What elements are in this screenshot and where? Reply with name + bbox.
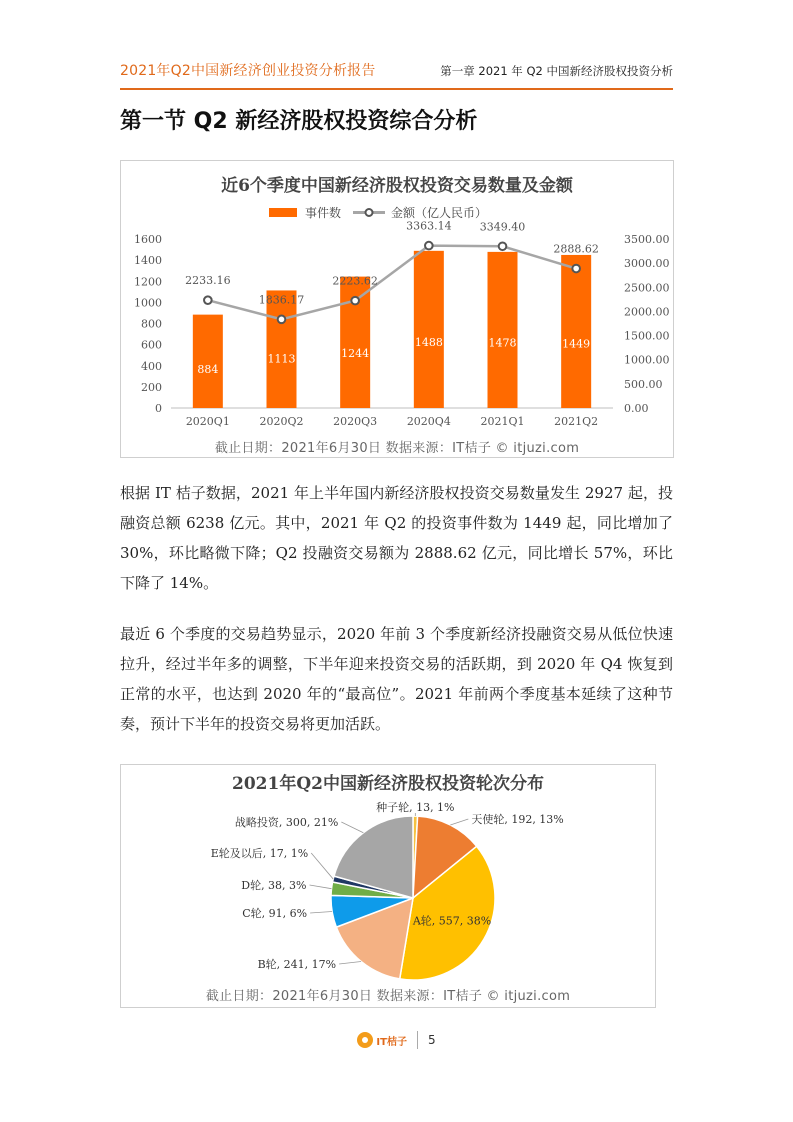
pie-leader-line (310, 885, 332, 889)
legend-line-label: 金额（亿人民币） (391, 206, 488, 220)
orange-logo-icon (357, 1032, 373, 1048)
chart2-caption: 截止日期：2021年6月30日 数据来源：IT桔子 © itjuzi.com (205, 989, 571, 1004)
paragraph-1: 根据 IT 桔子数据，2021 年上半年国内新经济股权投资交易数量发生 2927 起，投融资总额 6238 亿元。其中，2021 年 Q2 的投资事件数为 1449 起，同比增加了 30%，环比略微下降；Q2 投融资交易额为 2888.62 亿元，同比增长 57%，环比下降了 14%。 (120, 484, 673, 592)
x-axis-tick: 2020Q3 (333, 415, 378, 428)
line-value-label: 2233.16 (185, 274, 231, 288)
bar-value-label: 1244 (341, 346, 370, 360)
right-axis-tick: 2000.00 (624, 305, 670, 319)
right-axis-tick: 3500.00 (624, 233, 670, 246)
left-axis-tick: 1600 (134, 233, 162, 246)
line-value-label: 3363.14 (406, 219, 452, 233)
legend-bar-label: 事件数 (305, 206, 342, 220)
right-axis-tick: 500.00 (624, 377, 663, 391)
bar (488, 252, 518, 408)
x-axis-tick: 2020Q1 (185, 415, 230, 428)
chapter-title-header: 第一章 2021 年 Q2 中国新经济股权投资分析 (440, 64, 673, 78)
bar-value-label: 1488 (414, 335, 443, 349)
pie-label: 种子轮, 13, 1% (376, 801, 455, 814)
x-axis-tick: 2020Q4 (406, 415, 451, 428)
x-axis-tick: 2021Q1 (480, 415, 525, 428)
footer-divider (417, 1031, 418, 1049)
right-axis-tick: 1000.00 (624, 353, 670, 367)
bar (267, 290, 297, 408)
logo-text: IT桔子 (376, 1036, 407, 1048)
bar (193, 315, 223, 408)
line-value-label: 2223.62 (332, 274, 378, 288)
left-axis-tick: 800 (141, 317, 162, 331)
chart1-title: 近6个季度中国新经济股权投资交易数量及金额 (221, 176, 573, 196)
itjuzi-logo (357, 1032, 407, 1048)
pie-label: 天使轮, 192, 13% (471, 813, 564, 826)
line-value-label: 2888.62 (553, 242, 599, 256)
x-axis-tick: 2021Q2 (554, 415, 599, 428)
bar-value-label: 1113 (267, 352, 296, 366)
left-axis-tick: 1000 (134, 296, 162, 310)
bar-value-label: 1449 (562, 337, 591, 351)
line-value-label: 1836.17 (258, 293, 305, 307)
combo-chart-svg (121, 161, 673, 457)
header-divider (120, 88, 673, 90)
pie-label: 战略投资, 300, 21% (234, 816, 339, 829)
section-title: 第一节 Q2 新经济股权投资综合分析 (120, 109, 478, 134)
pie-label: D轮, 38, 3% (241, 879, 307, 892)
line-point (425, 242, 433, 250)
left-axis-tick: 0 (155, 402, 162, 415)
page-number: 5 (427, 1033, 436, 1047)
left-axis-tick: 200 (141, 380, 162, 394)
bar (561, 255, 591, 408)
report-title-header: 2021年Q2中国新经济创业投资分析报告 (120, 63, 376, 79)
pie-leader-line (341, 822, 363, 833)
left-axis-tick: 600 (141, 338, 162, 352)
pie-leader-line (311, 853, 333, 879)
page-footer (0, 1028, 793, 1052)
bar (414, 251, 444, 408)
right-axis-tick: 1500.00 (624, 329, 670, 343)
pie-chart-panel (120, 764, 656, 1008)
right-axis-tick: 3000.00 (624, 257, 670, 271)
left-axis-tick: 400 (141, 359, 162, 373)
line-point (351, 297, 359, 305)
left-axis-tick: 1200 (134, 275, 162, 289)
legend-bar-swatch (269, 208, 297, 217)
x-axis-tick: 2020Q2 (259, 415, 304, 428)
right-axis-tick: 0.00 (624, 402, 649, 415)
pie-leader-line (450, 819, 468, 825)
bar-value-label: 1478 (488, 336, 517, 350)
line-value-label: 3349.40 (479, 220, 526, 234)
line-point (204, 296, 212, 304)
pie-chart-svg (121, 765, 655, 1007)
paragraph-2: 最近 6 个季度的交易趋势显示，2020 年前 3 个季度新经济投融资交易从低位快速拉升，经过半年多的调整，下半年迎来投资交易的活跃期，到 2020 年 Q4 恢复到正常的水平，也达到 2020 年的“最高位”。2021 年前两个季度基本延续了这种节奏，预计下半年的投资交易将更加活跃。 (120, 625, 673, 733)
pie-leader-line (310, 912, 332, 913)
amount-line (208, 246, 576, 320)
pie-label: A轮, 557, 38% (412, 914, 492, 928)
line-point (278, 316, 286, 324)
left-axis-tick: 1400 (134, 254, 162, 268)
pie-label: E轮及以后, 17, 1% (210, 847, 309, 860)
bar-value-label: 884 (197, 362, 219, 376)
combo-chart-panel (120, 160, 674, 458)
pie-label: B轮, 241, 17% (257, 958, 337, 971)
line-point (499, 242, 507, 250)
chart1-caption: 截止日期：2021年6月30日 数据来源：IT桔子 © itjuzi.com (214, 441, 580, 456)
chart2-title: 2021年Q2中国新经济股权投资轮次分布 (232, 774, 544, 794)
line-point (572, 265, 580, 273)
right-axis-tick: 2500.00 (624, 281, 670, 295)
pie-leader-line (339, 961, 361, 964)
legend-line-marker (366, 209, 373, 216)
pie-label: C轮, 91, 6% (242, 907, 308, 920)
